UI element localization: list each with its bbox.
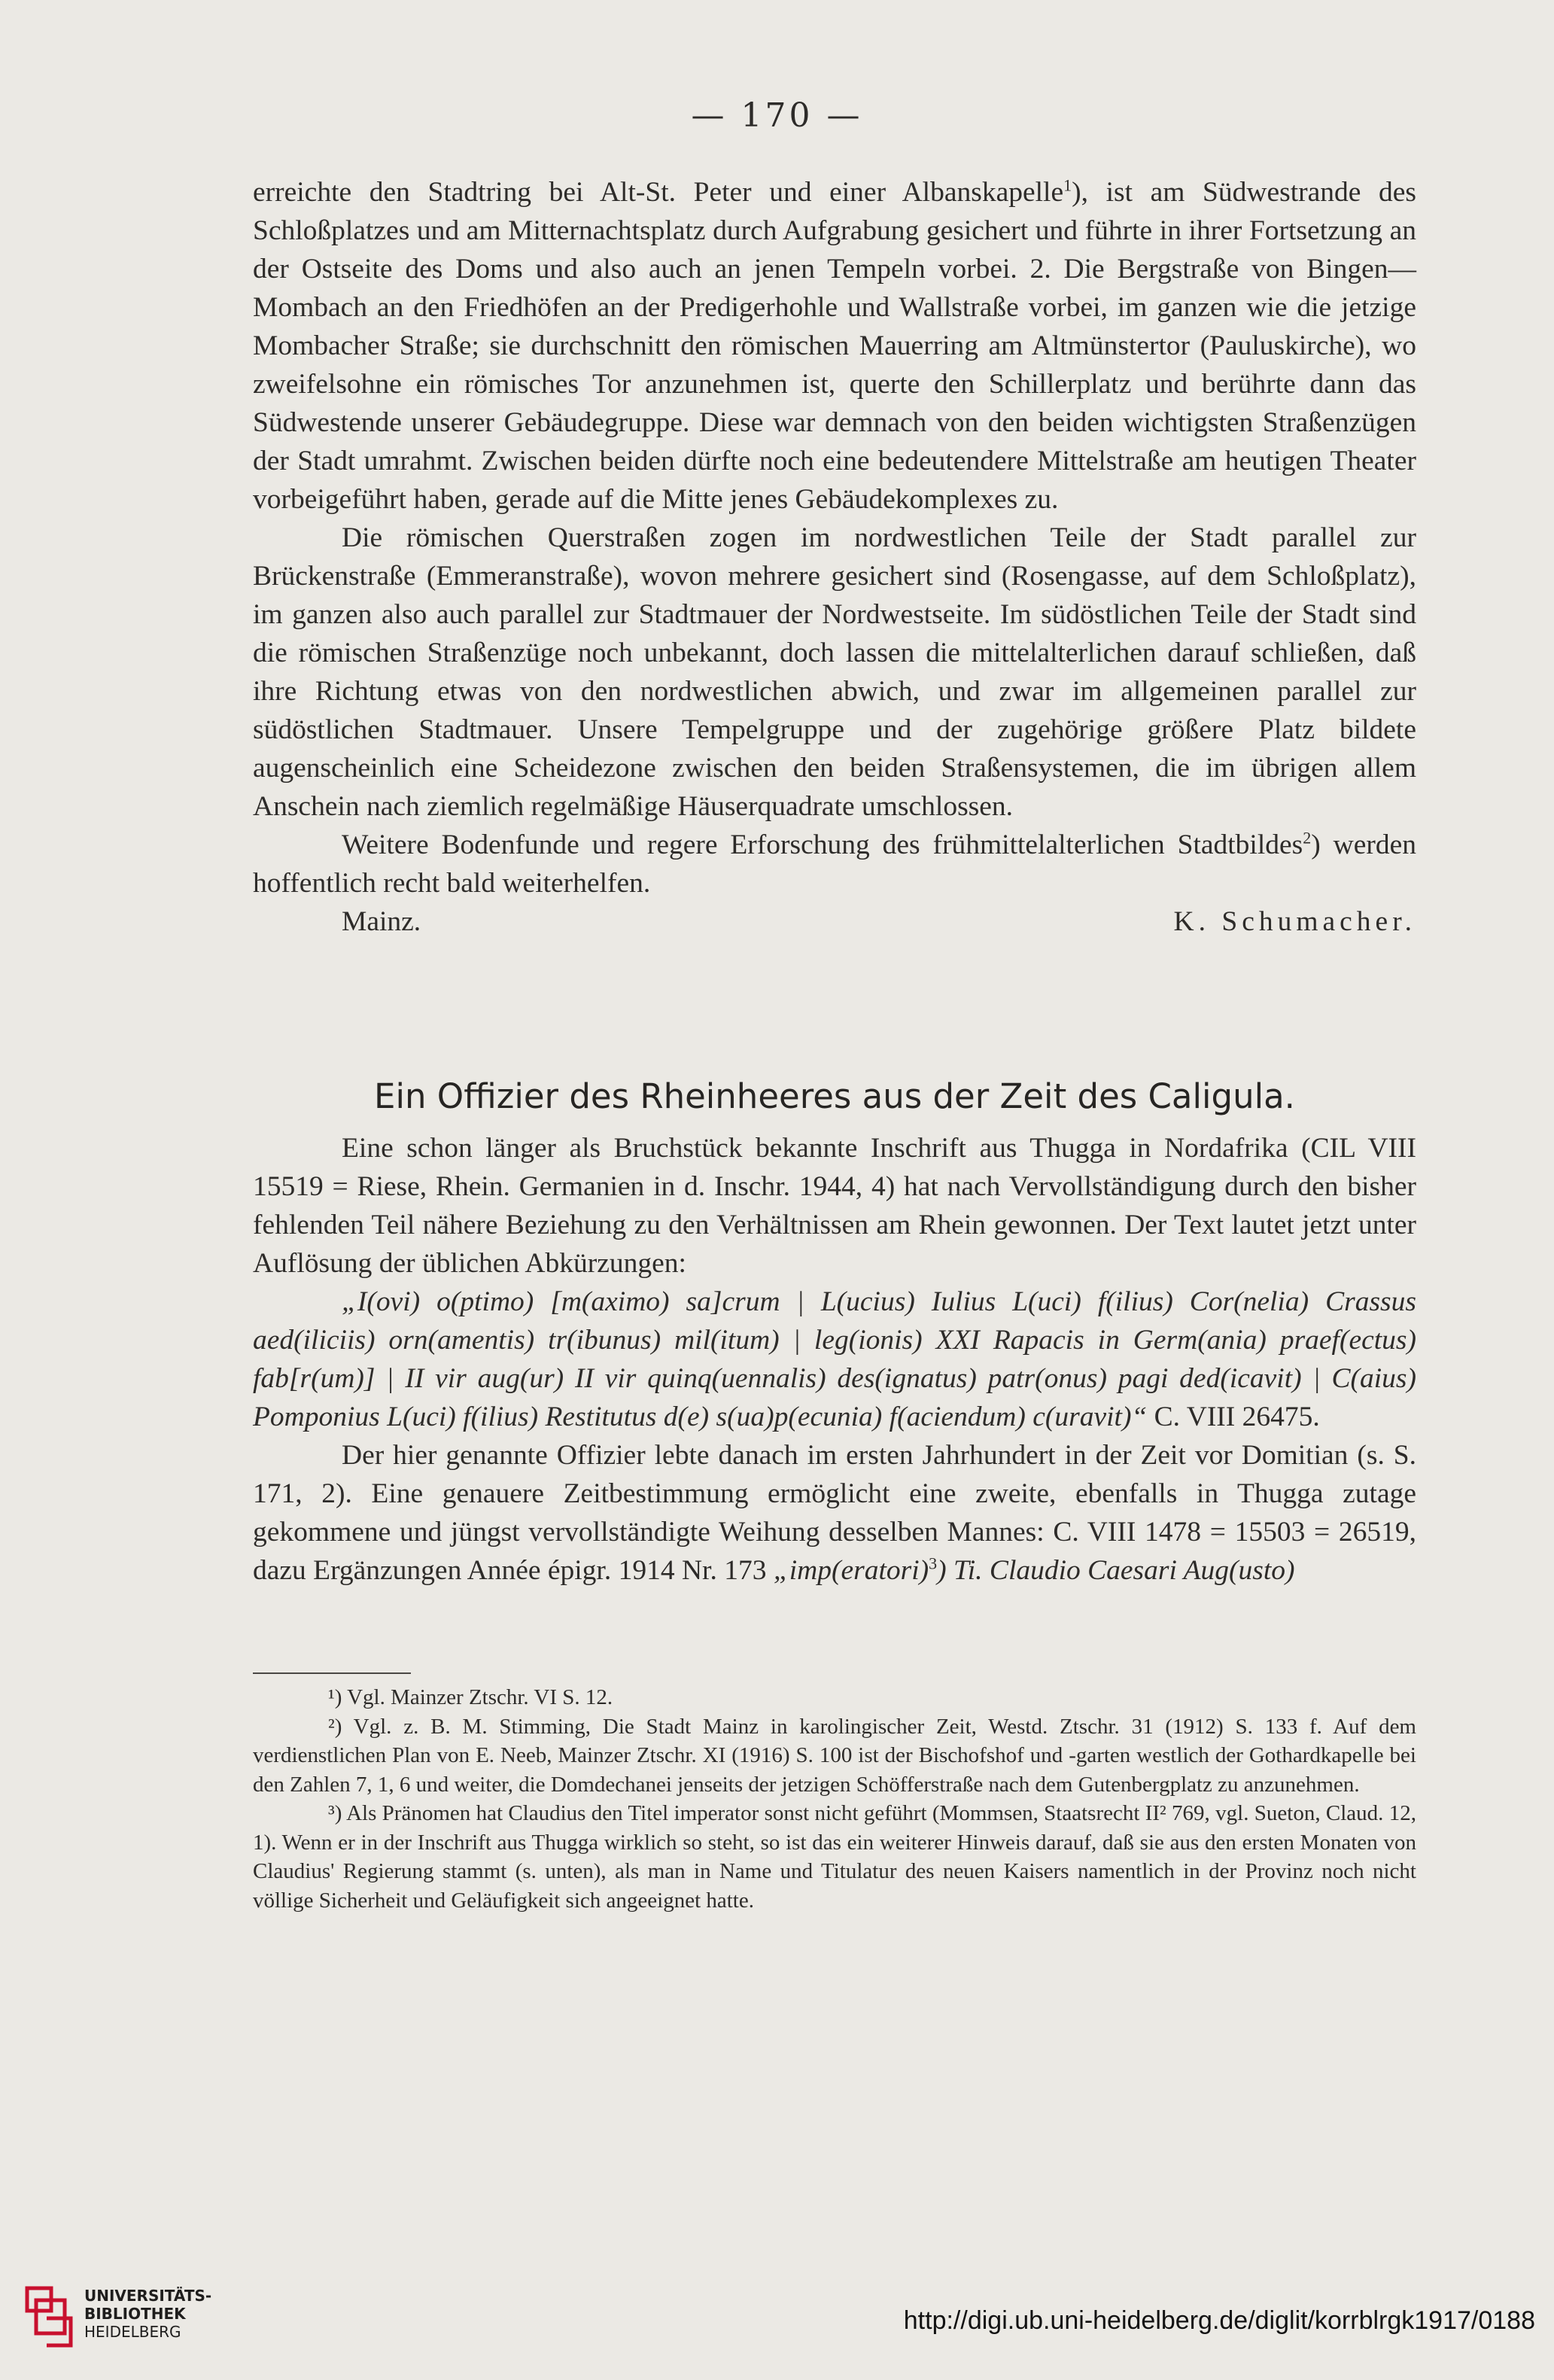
place: Mainz.	[342, 906, 421, 937]
author: K. Schumacher.	[1173, 906, 1416, 937]
footnote: ¹) Vgl. Mainzer Ztschr. VI S. 12.	[328, 1685, 613, 1709]
paragraph: Weitere Bodenfunde und regere Erforschung des frühmittelalterlichen Stadtbildes$^2$) werden hoffentlich recht bald weiterhelfen.	[253, 828, 1416, 899]
inscription-text: „I(ovi) o(ptimo) [m(aximo) sa]crum | L(ucius) Iulius L(uci) f(ilius) Cor(nelia) Crassus aed(iliciis) orn(amentis) tr(ibunus) mil(itum) | leg(ionis) XXI Rapacis in Germ(ania) praef(ectus) fab[r(um)] | II vir aug(ur) II vir quinq(uennalis) des(ignatus) patr(onus) pagi ded(icavit) | C(aius) Pomponius L(uci) f(ilius) Restitutus d(e) s(ua)p(ecunia) f(aciendum) c(uravit)“	[253, 1286, 1416, 1432]
library-name: UNIVERSITÄTS- BIBLIOTHEK HEIDELBERG	[84, 2287, 212, 2341]
signature-line	[253, 902, 1416, 941]
inscription-reference: C. VIII 26475.	[1147, 1402, 1320, 1432]
footnotes	[253, 1683, 1416, 1915]
footnote: ³) Als Pränomen hat Claudius den Titel imperator sonst nicht geführt (Mommsen, Staatsrecht II² 769, vgl. Sueton, Claud. 12, 1). Wenn er in der Inschrift aus Thugga wirklich so steht, so ist das ein weiterer Hinweis darauf, daß sie aus den ersten Monaten von Claudius' Regierung stammt (s. unten), als man in Name und Titulatur des neuen Kaisers namentlich in der Provinz noch nicht völlige Sicherheit und Geläufigkeit sich angeeignet hatte.	[253, 1801, 1416, 1913]
paragraph: erreichte den Stadtring bei Alt-St. Peter und einer Albanskapelle$^1$), ist am Südwestrande des Schloßplatzes und am Mitternachtsplatz durch Aufgrabung gesichert und führte in ihrer Fortsetzung an der Ostseite des Doms und also auch an jenen Tempeln vorbei. 2. Die Bergstraße von Bingen—Mombach an den Friedhöfen an der Predigerhohle und Wallstraße vorbei, im ganzen wie die jetzige Mombacher Straße; sie durchschnitt den römischen Mauerring am Altmünstertor (Pauluskirche), wo zweifelsohne ein römisches Tor anzunehmen ist, querte den Schillerplatz und berührte dann das Südwestende unserer Gebäudegruppe. Diese war demnach von den beiden wichtigsten Straßenzügen der Stadt umrahmt. Zwischen beiden dürfte noch eine bedeutendere Mittelstraße am heutigen Theater vorbeigeführt haben, gerade auf die Mitte jenes Gebäudekomplexes zu.	[253, 175, 1416, 515]
footnote-ref[interactable]: 3	[929, 1554, 938, 1573]
footnote-ref[interactable]: 1	[1063, 175, 1072, 195]
heidelberg-library-logo-icon[interactable]	[21, 2281, 77, 2350]
footer	[0, 2251, 1554, 2380]
permalink-url[interactable]: http://digi.ub.uni-heidelberg.de/diglit/korrblrgk1917/0188	[903, 2306, 1535, 2335]
inscription-paragraph	[253, 1283, 1416, 1436]
page-number: — 170 —	[691, 96, 863, 135]
paragraph: Eine schon länger als Bruchstück bekannte Inschrift aus Thugga in Nordafrika (CIL VIII 15519 = Riese, Rhein. Germanien in d. Inschr. 1944, 4) hat nach Vervollständigung durch den bisher fehlenden Teil nähere Beziehung zu den Verhältnissen am Rhein gewonnen. Der Text lautet jetzt unter Auflösung der üblichen Abkürzungen:	[253, 1133, 1416, 1279]
footnote: ²) Vgl. z. B. M. Stimming, Die Stadt Mainz in karolingischer Zeit, Westd. Ztschr. 31 (1912) S. 133 f. Auf dem verdienstlichen Plan von E. Neeb, Mainzer Ztschr. XI (1916) S. 100 ist der Bischofshof und -garten westlich der Gothardkapelle bei den Zahlen 7, 1, 6 und weiter, die Domdechanei jenseits der jetzigen Schöfferstraße nach dem Gutenbergplatz zu anzunehmen.	[253, 1714, 1416, 1797]
section-schumacher	[253, 173, 1416, 941]
paragraph: Der hier genannte Offizier lebte danach im ersten Jahrhundert in der Zeit vor Domitian (s. S. 171, 2). Eine genauere Zeitbestimmung ermöglicht eine zweite, ebenfalls in Thugga zutage gekommene und jüngst vervollständigte Weihung desselben Mannes: C. VIII 1478 = 15503 = 26519, dazu Ergänzungen Année épigr. 1914 Nr. 173 „imp(eratori)$^3$) Ti. Claudio Caesari Aug(usto)	[253, 1440, 1416, 1586]
paragraph: Die römischen Querstraßen zogen im nordwestlichen Teile der Stadt parallel zur Brückenstraße (Emmeranstraße), wovon mehrere gesichert sind (Rosengasse, auf dem Schloßplatz), im ganzen also auch parallel zur Stadtmauer der Nordwestseite. Im südöstlichen Teile der Stadt sind die römischen Straßenzüge noch unbekannt, doch lassen die mittelalterlichen darauf schließen, daß ihre Richtung etwas von den nordwestlichen abwich, und zwar im allgemeinen parallel zur südöstlichen Stadtmauer. Unsere Tempelgruppe und der zugehörige größere Platz bildete augenscheinlich eine Scheidezone zwischen den beiden Straßensystemen, die im übrigen allem Anschein nach ziemlich regelmäßige Häuserquadrate umschlossen.	[253, 522, 1416, 822]
section-caligula	[253, 1129, 1416, 1590]
article-heading: Ein Offizier des Rheinheeres aus der Zeit des Caligula.	[374, 1076, 1295, 1116]
footnote-ref[interactable]: 2	[1303, 828, 1312, 848]
footnote-separator	[253, 1672, 411, 1674]
